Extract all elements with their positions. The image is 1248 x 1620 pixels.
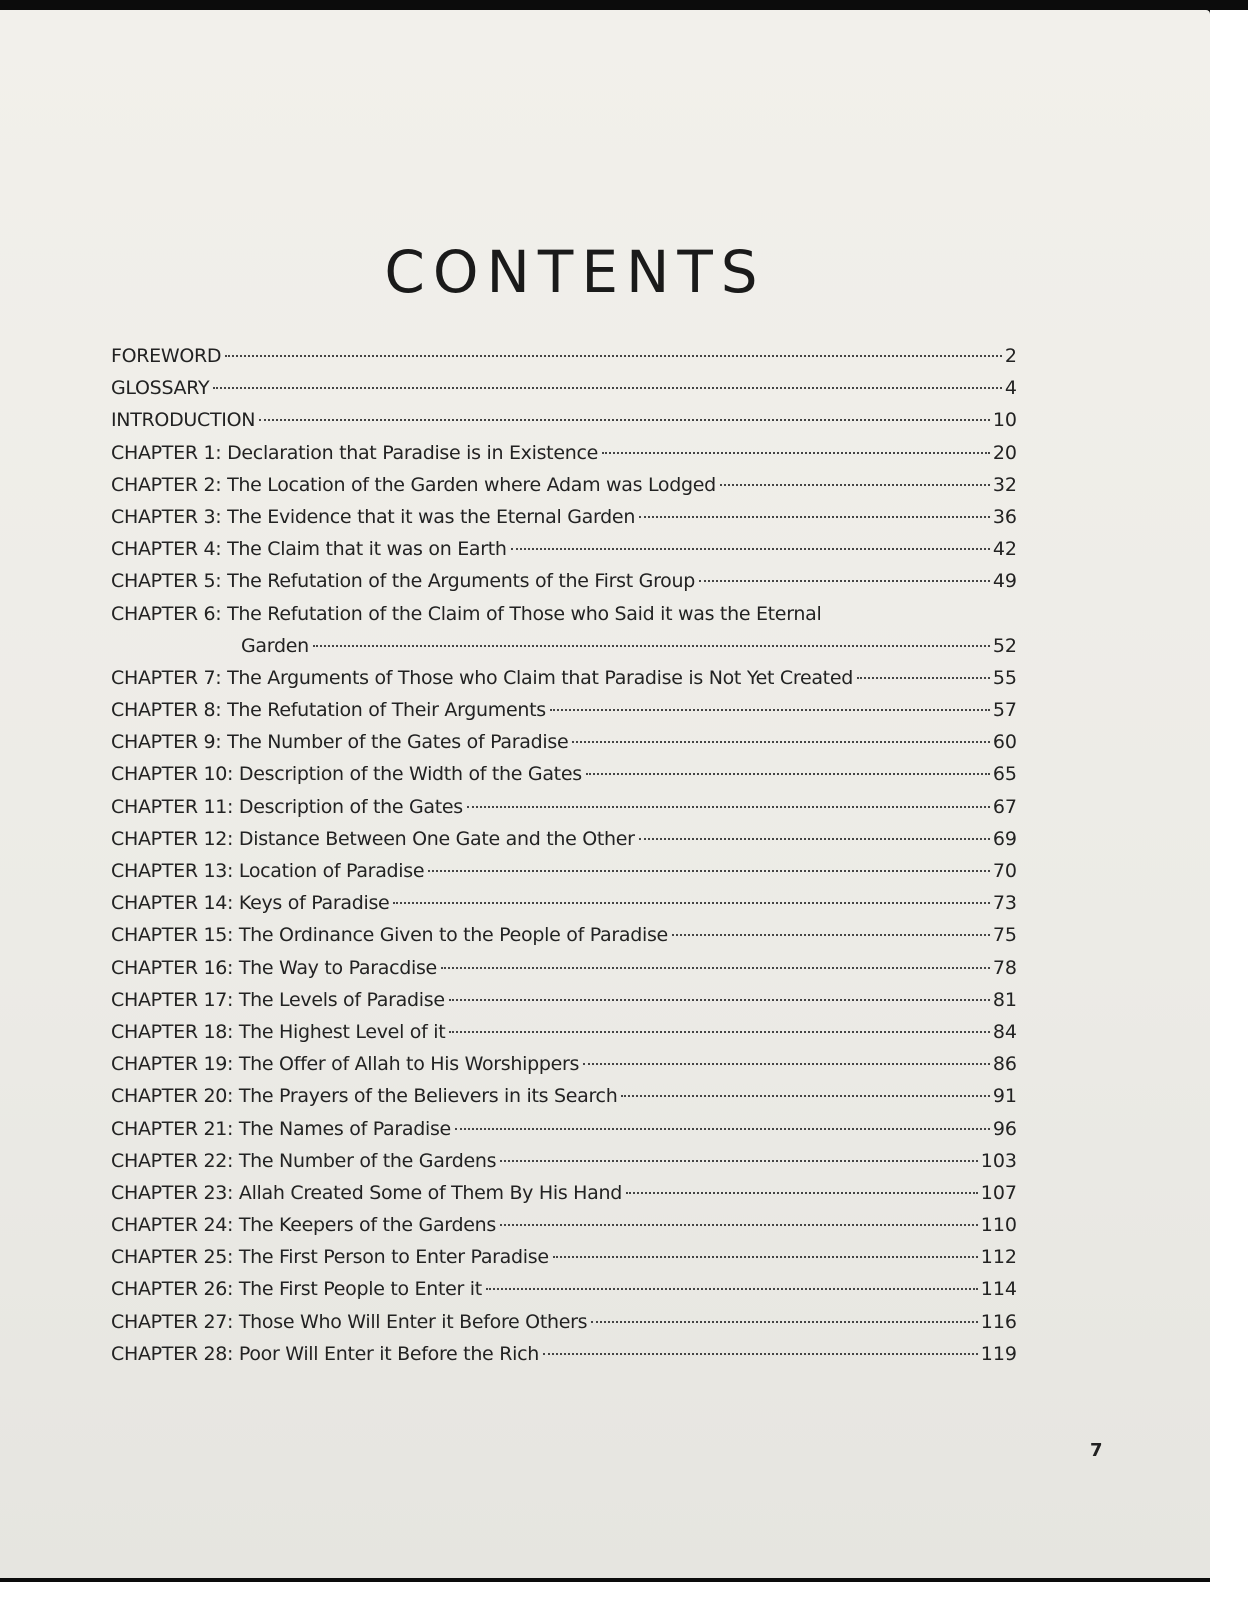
toc-entry <box>111 1338 1017 1370</box>
toc-entry-label: CHAPTER 27: Those Who Will Enter it Before Others <box>111 1310 588 1333</box>
toc-entry-label: CHAPTER 26: The First People to Enter it <box>111 1278 482 1301</box>
toc-entry <box>111 823 1017 855</box>
toc-entry-page: 70 <box>992 860 1017 882</box>
toc-entry-page: 2 <box>1004 345 1017 367</box>
toc-entry <box>111 662 1017 694</box>
toc-entry-page: 65 <box>992 763 1017 786</box>
toc-entry <box>111 404 1017 436</box>
dot-leader <box>639 515 990 518</box>
dot-leader <box>428 869 990 872</box>
toc-entry <box>111 1241 1017 1273</box>
toc-entry <box>111 1080 1017 1112</box>
toc-entry-label: CHAPTER 16: The Way to Paracdise <box>111 956 437 979</box>
toc-entry <box>111 598 1017 630</box>
toc-entry <box>111 437 1017 469</box>
toc-entry <box>111 1048 1017 1080</box>
toc-entry-label: CHAPTER 9: The Number of the Gates of Paradise <box>111 731 569 754</box>
dot-leader <box>511 547 990 550</box>
dot-leader <box>449 1030 989 1033</box>
toc-entry <box>111 1306 1017 1338</box>
toc-entry-page: 20 <box>992 441 1017 464</box>
toc-entry-label: CHAPTER 3: The Evidence that it was the Eternal Garden <box>111 505 636 528</box>
dot-leader <box>553 1255 978 1258</box>
scan-margin-right <box>1210 10 1248 1620</box>
dot-leader <box>486 1287 978 1290</box>
dot-leader <box>621 1094 989 1097</box>
dot-leader <box>586 772 990 775</box>
toc-entry <box>111 919 1017 951</box>
table-of-contents <box>111 340 1017 1370</box>
toc-entry-page: 55 <box>992 666 1017 689</box>
toc-entry-page: 119 <box>980 1342 1017 1365</box>
page-title: CONTENTS <box>384 238 766 306</box>
toc-entry-label: CHAPTER 5: The Refutation of the Arguments of the First Group <box>111 570 695 593</box>
toc-entry <box>111 340 1017 372</box>
dot-leader <box>455 1127 990 1130</box>
toc-entry-page: 73 <box>992 892 1017 915</box>
toc-entry-page: 60 <box>992 731 1017 754</box>
toc-entry-page: 110 <box>980 1214 1017 1237</box>
dot-leader <box>313 644 990 647</box>
toc-entry-page: 10 <box>992 409 1017 432</box>
toc-entry-label: CHAPTER 13: Location of Paradise <box>111 860 425 882</box>
toc-entry <box>111 469 1017 501</box>
toc-entry-label: CHAPTER 28: Poor Will Enter it Before the Rich <box>111 1342 539 1365</box>
toc-entry-label: CHAPTER 25: The First Person to Enter Paradise <box>111 1246 549 1269</box>
dot-leader <box>602 451 990 454</box>
toc-entry-label: CHAPTER 8: The Refutation of Their Arguments <box>111 699 546 722</box>
dot-leader <box>699 579 990 582</box>
toc-entry-label: CHAPTER 12: Distance Between One Gate and the Other <box>111 827 635 850</box>
toc-entry-page: 103 <box>980 1149 1017 1172</box>
toc-entry-label: CHAPTER 2: The Location of the Garden where Adam was Lodged <box>111 473 716 496</box>
toc-entry-page: 42 <box>992 538 1017 561</box>
toc-entry-label: CHAPTER 7: The Arguments of Those who Claim that Paradise is Not Yet Created <box>111 666 853 689</box>
dot-leader <box>720 483 990 486</box>
toc-entry-page: 78 <box>992 956 1017 979</box>
toc-entry-label: CHAPTER 4: The Claim that it was on Earth <box>111 538 507 561</box>
toc-entry-label: CHAPTER 10: Description of the Width of the Gates <box>111 763 582 786</box>
toc-entry-label: CHAPTER 6: The Refutation of the Claim of Those who Said it was the Eternal <box>111 602 822 625</box>
toc-entry-label: INTRODUCTION <box>111 409 256 432</box>
dot-leader <box>626 1191 978 1194</box>
toc-entry-page: 69 <box>992 827 1017 850</box>
toc-entry <box>111 855 1017 887</box>
dot-leader <box>572 740 989 743</box>
toc-entry-continuation <box>111 630 1017 662</box>
toc-entry <box>111 791 1017 823</box>
toc-entry <box>111 1273 1017 1305</box>
toc-entry-label: CHAPTER 22: The Number of the Gardens <box>111 1149 497 1172</box>
toc-entry-label: CHAPTER 18: The Highest Level of it <box>111 1020 446 1043</box>
dot-leader <box>857 676 990 679</box>
toc-entry <box>111 1177 1017 1209</box>
toc-entry-page: 107 <box>980 1181 1017 1204</box>
toc-entry-label: CHAPTER 15: The Ordinance Given to the People of Paradise <box>111 924 668 947</box>
dot-leader <box>467 805 990 808</box>
toc-entry-label: CHAPTER 17: The Levels of Paradise <box>111 988 445 1011</box>
toc-entry-page: 112 <box>980 1246 1017 1269</box>
toc-entry <box>111 501 1017 533</box>
toc-entry-label: CHAPTER 11: Description of the Gates <box>111 795 463 818</box>
dot-leader <box>639 837 990 840</box>
book-page <box>0 10 1210 1578</box>
toc-entry-page: 91 <box>992 1085 1017 1108</box>
toc-entry-page: 96 <box>992 1117 1017 1140</box>
toc-entry-page: 57 <box>992 699 1017 722</box>
toc-entry <box>111 694 1017 726</box>
dot-leader <box>550 708 990 711</box>
dot-leader <box>500 1159 978 1162</box>
toc-entry-page: 67 <box>992 795 1017 818</box>
toc-entry-page: 49 <box>992 570 1017 593</box>
toc-entry-page: 81 <box>992 988 1017 1011</box>
toc-entry-page: 84 <box>992 1020 1017 1043</box>
dot-leader <box>393 901 989 904</box>
toc-entry <box>111 1113 1017 1145</box>
toc-entry <box>111 1209 1017 1241</box>
toc-entry <box>111 887 1017 919</box>
toc-entry-label: CHAPTER 20: The Prayers of the Believers in its Search <box>111 1085 618 1108</box>
dot-leader <box>591 1320 978 1323</box>
toc-entry <box>111 1016 1017 1048</box>
toc-entry-page: 4 <box>1004 377 1017 400</box>
toc-entry-page: 36 <box>992 505 1017 528</box>
toc-entry-page: 86 <box>992 1053 1017 1076</box>
dot-leader <box>500 1223 978 1226</box>
toc-entry <box>111 1145 1017 1177</box>
toc-entry <box>111 372 1017 404</box>
toc-entry-label: CHAPTER 1: Declaration that Paradise is in Existence <box>111 441 598 464</box>
toc-entry-label: GLOSSARY <box>111 377 210 400</box>
toc-entry-page: 75 <box>992 924 1017 947</box>
toc-entry-label-continued: Garden <box>241 634 309 657</box>
toc-entry-page: 114 <box>980 1278 1017 1301</box>
scan-margin-bottom <box>0 1578 1210 1620</box>
dot-leader <box>583 1062 990 1065</box>
toc-entry-label: FOREWORD <box>111 345 222 367</box>
dot-leader <box>543 1352 978 1355</box>
dot-leader <box>259 418 990 421</box>
toc-entry <box>111 565 1017 597</box>
dot-leader <box>441 966 990 969</box>
toc-entry-page: 32 <box>992 473 1017 496</box>
toc-entry-page: 116 <box>980 1310 1017 1333</box>
toc-entry-label: CHAPTER 23: Allah Created Some of Them By His Hand <box>111 1181 623 1204</box>
dot-leader <box>672 933 990 936</box>
toc-entry-page: 52 <box>992 634 1017 657</box>
toc-entry-label: CHAPTER 19: The Offer of Allah to His Worshippers <box>111 1053 580 1076</box>
toc-entry <box>111 726 1017 758</box>
toc-entry <box>111 758 1017 790</box>
dot-leader <box>449 998 990 1001</box>
toc-entry <box>111 533 1017 565</box>
dot-leader <box>225 354 1002 357</box>
toc-entry <box>111 984 1017 1016</box>
page-number: 7 <box>1090 1440 1103 1461</box>
toc-entry-label: CHAPTER 21: The Names of Paradise <box>111 1117 451 1140</box>
toc-entry <box>111 952 1017 984</box>
toc-entry-label: CHAPTER 24: The Keepers of the Gardens <box>111 1214 496 1237</box>
dot-leader <box>213 386 1002 389</box>
toc-entry-label: CHAPTER 14: Keys of Paradise <box>111 892 390 915</box>
